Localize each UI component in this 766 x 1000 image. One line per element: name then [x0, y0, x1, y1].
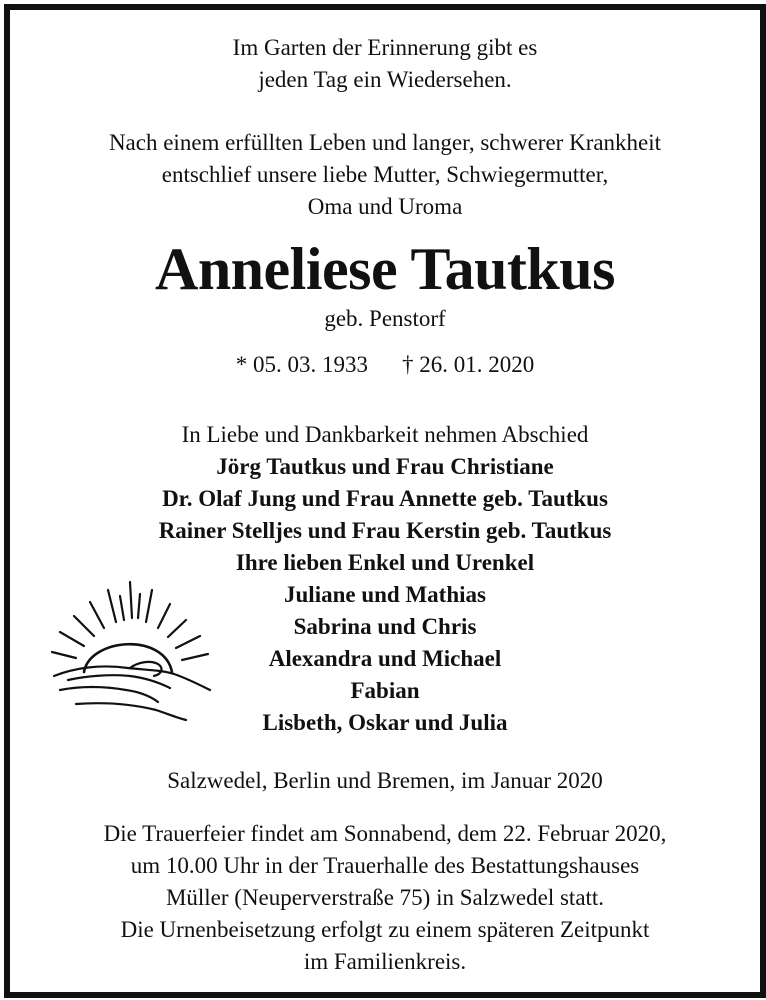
- verse-line-1: Im Garten der Erinnerung gibt es: [232, 35, 538, 60]
- mourner-line: Rainer Stelljes und Frau Kerstin geb. Tautkus: [158, 518, 612, 543]
- sunset-hands-icon: [46, 580, 216, 726]
- place-date: Salzwedel, Berlin und Bremen, im Januar 2020: [167, 768, 603, 793]
- deceased-name: Anneliese Tautkus: [154, 236, 615, 302]
- mourner-line: Juliane und Mathias: [284, 582, 486, 607]
- intro-line-2: entschlief unsere liebe Mutter, Schwiegermutter,: [161, 162, 609, 187]
- mourner-line: Lisbeth, Oskar und Julia: [262, 710, 508, 735]
- death-date: † 26. 01. 2020: [402, 352, 535, 377]
- mourner-line: Dr. Olaf Jung und Frau Annette geb. Tautkus: [162, 486, 608, 511]
- intro-line-3: Oma und Uroma: [307, 194, 463, 219]
- obituary-frame: [4, 4, 766, 998]
- life-dates: [10, 352, 760, 378]
- service-line-3: Müller (Neuperverstraße 75) in Salzwedel statt.: [165, 885, 605, 910]
- service-line-4: Die Urnenbeisetzung erfolgt zu einem späteren Zeitpunkt: [120, 917, 650, 942]
- farewell-intro: In Liebe und Dankbarkeit nehmen Abschied: [181, 422, 589, 447]
- mourner-line: Jörg Tautkus und Frau Christiane: [216, 454, 554, 479]
- birth-date: * 05. 03. 1933: [235, 352, 368, 377]
- mourner-line: Alexandra und Michael: [268, 646, 502, 671]
- mourner-line: Sabrina und Chris: [293, 614, 477, 639]
- maiden-name: geb. Penstorf: [324, 306, 446, 331]
- service-line-1: Die Trauerfeier findet am Sonnabend, dem 22. Februar 2020,: [103, 821, 667, 846]
- intro-line-1: Nach einem erfüllten Leben und langer, schwerer Krankheit: [108, 130, 662, 155]
- verse-line-2: jeden Tag ein Wiedersehen.: [258, 67, 512, 92]
- mourner-line: Fabian: [350, 678, 420, 703]
- service-line-5: im Familienkreis.: [303, 949, 467, 974]
- mourner-line: Ihre lieben Enkel und Urenkel: [235, 550, 535, 575]
- service-line-2: um 10.00 Uhr in der Trauerhalle des Bestattungshauses: [130, 853, 640, 878]
